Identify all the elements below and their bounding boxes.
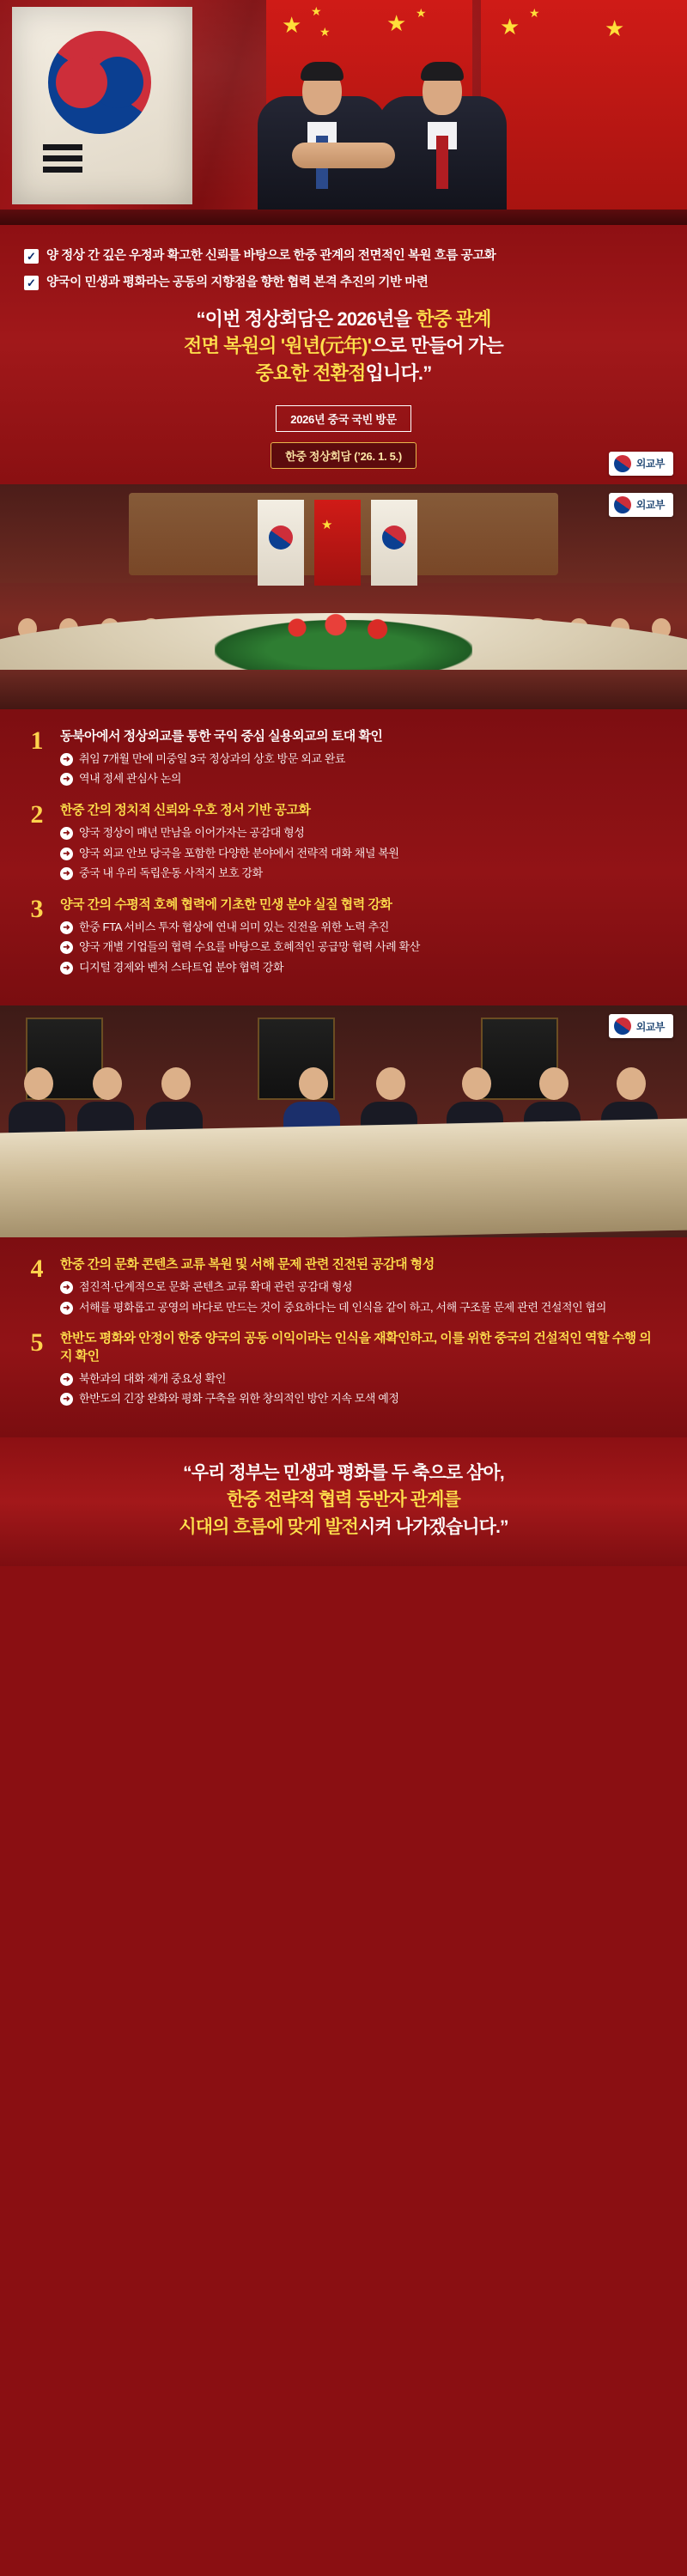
closing-line-3-post: 시켜 나가겠습니다.” <box>358 1516 508 1537</box>
sub-text: 양국 개별 기업들의 협력 수요를 바탕으로 호혜적인 공급망 협력 사례 확산 <box>79 940 420 954</box>
arrow-icon: ➜ <box>60 867 73 880</box>
sub-text: 취임 7개월 만에 미중일 3국 정상과의 상호 방문 외교 완료 <box>79 751 346 765</box>
sub-item <box>60 846 663 861</box>
sub-item <box>60 939 663 955</box>
sub-item <box>60 751 663 767</box>
quote-line3-highlight: 중요한 전환점 <box>255 361 366 384</box>
sub-item <box>60 1371 663 1387</box>
ministry-label: 외교부 <box>635 499 665 512</box>
item-title: 한중 간의 정치적 신뢰와 우호 정서 기반 공고화 <box>60 802 311 817</box>
china-flag-far-right: ★ <box>584 0 687 225</box>
arrow-icon: ➜ <box>60 848 73 860</box>
sub-item <box>60 920 663 935</box>
round-table-summit-photo <box>0 484 687 709</box>
arrow-icon: ➜ <box>60 921 73 934</box>
korea-flag-small <box>258 500 304 586</box>
sub-text: 양국 정상이 매년 만남을 이어가자는 공감대 형성 <box>79 826 305 840</box>
quote-line2-highlight: 전면 복원의 '원년(元年)' <box>184 335 372 357</box>
korea-flag <box>12 7 192 204</box>
sub-item <box>60 1279 663 1295</box>
taegeuk-symbol <box>48 31 151 134</box>
arrow-icon: ➜ <box>60 941 73 954</box>
quote-line3-post: 입니다.” <box>365 361 432 384</box>
closing-line-2: 한중 전략적 협력 동반자 관계를 <box>227 1490 460 1510</box>
korea-flag-small-2 <box>371 500 417 586</box>
delegation-meeting-photo <box>0 1005 687 1237</box>
arrow-icon: ➜ <box>60 1393 73 1406</box>
item-number: 5 <box>30 1328 44 1358</box>
arrow-icon: ➜ <box>60 1281 73 1294</box>
long-table <box>0 1118 687 1237</box>
check-icon: ✓ <box>24 276 39 290</box>
leaders-handshake-photo <box>0 0 687 225</box>
taegeuk-icon <box>614 496 631 513</box>
quote-line1-highlight: 한중 관계 <box>416 308 491 331</box>
check-icon: ✓ <box>24 249 39 264</box>
sub-item <box>60 866 663 881</box>
sub-text: 역내 정세 관심사 논의 <box>79 772 182 786</box>
sub-text: 양국 외교 안보 당국을 포함한 다양한 분야에서 전략적 대화 채널 복원 <box>79 846 399 860</box>
numbered-item-1 <box>24 728 663 792</box>
sub-item <box>60 1391 663 1406</box>
arrow-icon: ➜ <box>60 1302 73 1315</box>
check-text: 양국이 민생과 평화라는 공동의 지향점을 향한 협력 본격 추진의 기반 마련 <box>46 276 429 290</box>
visit-tag: 2026년 중국 국빈 방문 <box>276 405 410 432</box>
numbered-item-2 <box>24 799 663 886</box>
sub-text: 북한과의 대화 재개 중요성 확인 <box>79 1371 226 1385</box>
item-title: 한반도 평화와 안정이 한중 양국의 공동 이익이라는 인식을 재확인하고, 이를 위한 중국의 건설적인 역할 수행 의지 확인 <box>60 1331 652 1364</box>
arrow-icon: ➜ <box>60 1373 73 1386</box>
carpet <box>0 670 687 709</box>
quote-line1-pre: “이번 정상회담은 2026년을 <box>196 308 416 331</box>
outcomes-section-b <box>0 1237 687 1437</box>
quote-line2-post: 으로 만들어 가는 <box>371 335 503 357</box>
trigram-marks <box>43 144 82 173</box>
sub-item <box>60 960 663 975</box>
item-title: 한중 간의 문화 콘텐츠 교류 복원 및 서해 문제 관련 진전된 공감대 형성 <box>60 1257 435 1273</box>
ministry-logo <box>609 452 673 476</box>
photo-base <box>0 210 687 225</box>
arrow-icon: ➜ <box>60 773 73 786</box>
tag-row-visit <box>24 395 663 432</box>
list-item <box>24 274 663 292</box>
summary-section <box>0 225 687 484</box>
numbered-item-4 <box>24 1256 663 1320</box>
sub-item <box>60 825 663 841</box>
check-text: 양 정상 간 깊은 우정과 확고한 신뢰를 바탕으로 한중 관계의 전면적인 복원 흐름 공고화 <box>46 249 496 263</box>
arrow-icon: ➜ <box>60 827 73 840</box>
sub-text: 한반도의 긴장 완화와 평화 구축을 위한 창의적인 방안 지속 모색 예정 <box>79 1392 399 1406</box>
summit-tag: 한중 정상회담 (’26. 1. 5.) <box>271 442 416 469</box>
sub-text: 점진적·단계적으로 문화 콘텐츠 교류 확대 관련 공감대 형성 <box>79 1280 353 1294</box>
closing-line-1: “우리 정부는 민생과 평화를 두 축으로 삼아, <box>183 1462 504 1483</box>
handshake <box>292 143 395 168</box>
item-number: 2 <box>30 799 44 829</box>
outcomes-section-a <box>0 709 687 1005</box>
sub-text: 한중 FTA 서비스 투자 협상에 연내 의미 있는 진전을 위한 노력 추진 <box>79 920 389 933</box>
ministry-logo-2 <box>609 493 673 517</box>
closing-line-3-highlight: 시대의 흐름에 맞게 발전 <box>179 1516 359 1537</box>
table-flowers <box>266 613 421 642</box>
sub-text: 서해를 평화롭고 공영의 바다로 만드는 것이 중요하다는 데 인식을 같이 하고, 서해 구조물 문제 관련 건설적인 협의 <box>79 1300 606 1314</box>
item-title: 양국 간의 수평적 호혜 협력에 기초한 민생 분야 실질 협력 강화 <box>60 896 392 912</box>
ministry-logo-3 <box>609 1014 673 1038</box>
taegeuk-icon <box>614 1018 631 1035</box>
key-points-list <box>24 247 663 292</box>
sub-text: 중국 내 우리 독립운동 사적지 보호 강화 <box>79 866 263 880</box>
item-number: 4 <box>30 1255 44 1284</box>
arrow-icon: ➜ <box>60 753 73 766</box>
china-flag-right: ★ ★ <box>481 0 584 225</box>
numbered-item-3 <box>24 896 663 981</box>
counterpart-figure <box>378 45 507 225</box>
president-figure <box>258 45 386 225</box>
china-flag-mid: ★ ★ <box>369 0 472 225</box>
ministry-label: 외교부 <box>635 458 665 471</box>
sub-text: 디지털 경제와 벤처 스타트업 분야 협력 강화 <box>79 960 284 974</box>
item-title: 동북아에서 정상외교를 통한 국익 중심 실용외교의 토대 확인 <box>60 728 383 744</box>
list-item <box>24 247 663 265</box>
china-flag-left: ★ ★ ★ <box>266 0 369 225</box>
closing-quote <box>0 1437 687 1567</box>
item-number: 1 <box>30 726 44 755</box>
item-number: 3 <box>30 894 44 923</box>
taegeuk-icon <box>614 455 631 472</box>
sub-item <box>60 771 663 787</box>
tag-row-summit <box>24 432 663 469</box>
ministry-label: 외교부 <box>635 1020 665 1033</box>
china-flag-small <box>314 500 361 586</box>
numbered-item-5 <box>24 1330 663 1411</box>
hall-wall <box>0 484 687 583</box>
arrow-icon: ➜ <box>60 962 73 975</box>
headline-quote <box>24 306 663 386</box>
sub-item <box>60 1300 663 1315</box>
